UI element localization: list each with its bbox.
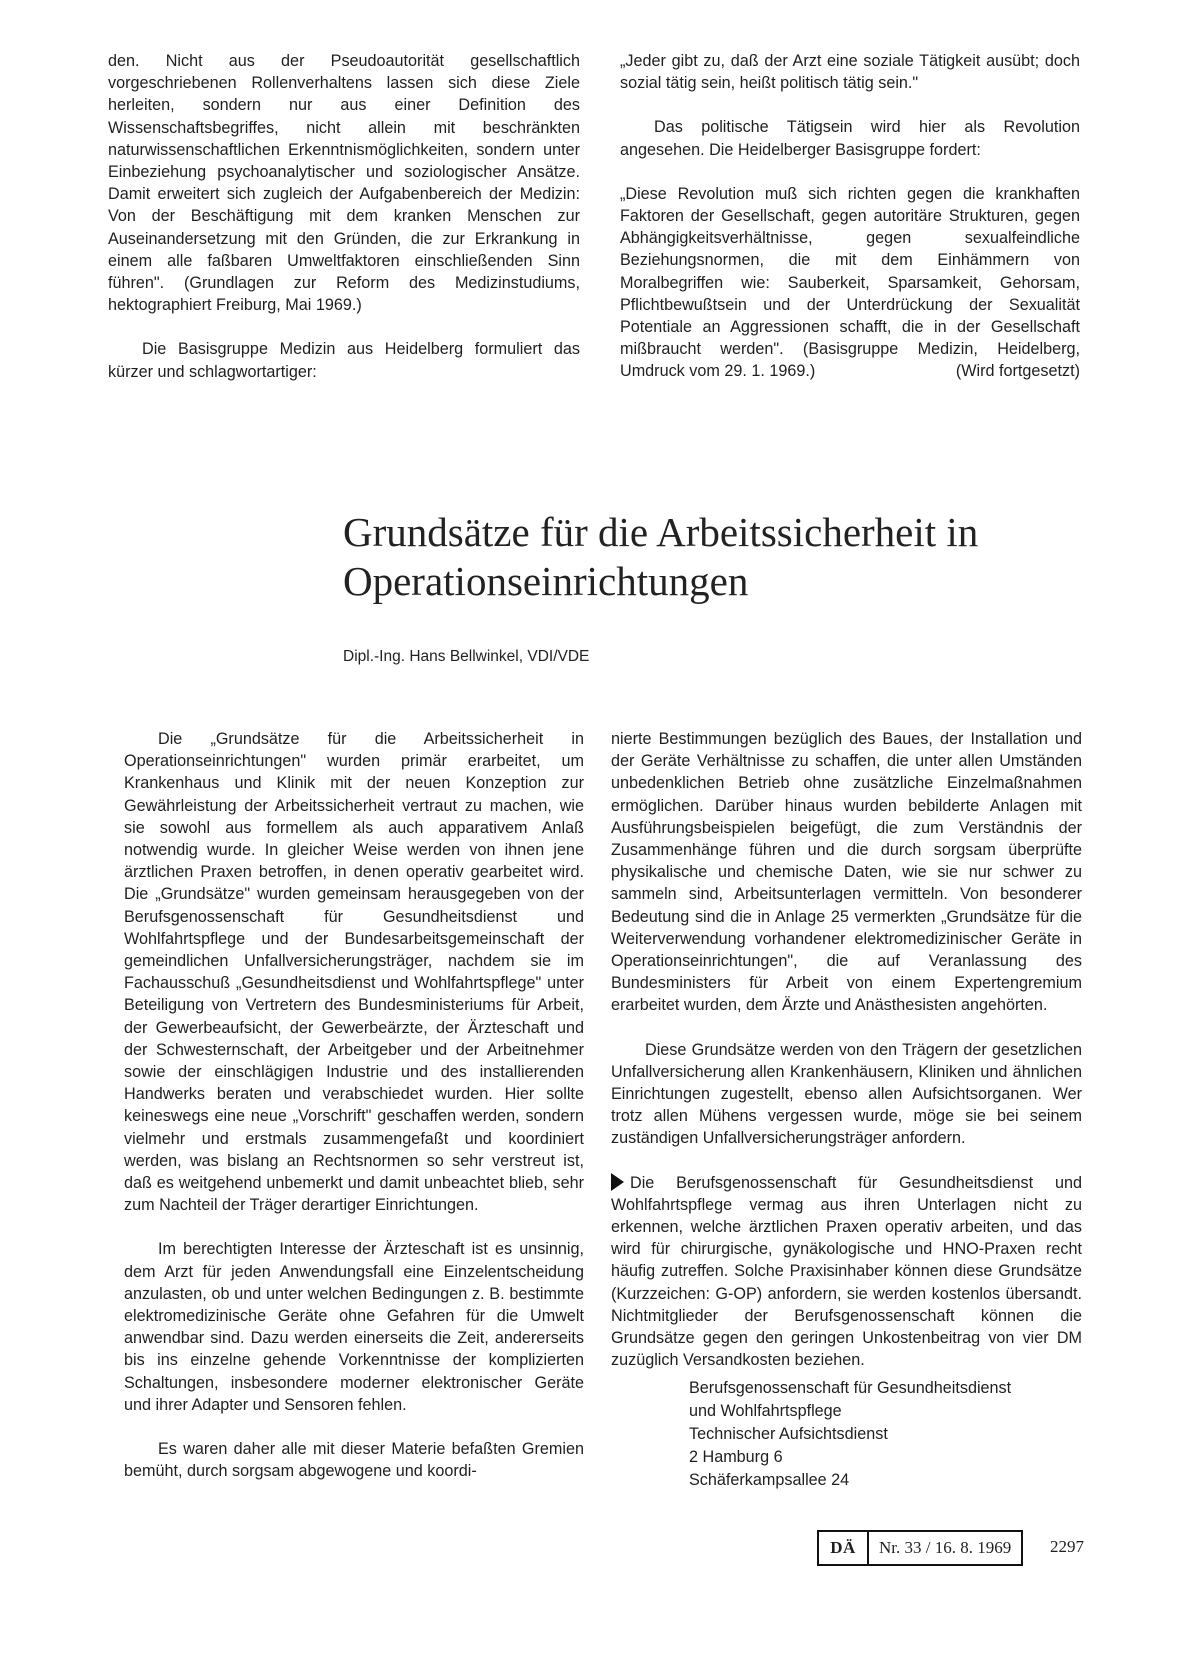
address-line: und Wohlfahrtspflege — [689, 1402, 842, 1421]
paragraph: nierte Bestimmungen bezüglich des Baues, der Installation und der Geräte Verhältnisse zu schaffen, die unter allen Umständen unbedenklichen Betrieb ohne zusätzliche Einzelmaßnahmen ermöglichen. Darüber hinaus wurden bebilderte Anlagen mit Ausführungsbeispielen beigefügt, die zum Verständnis der Zusammenhänge führen und die durch sorgsam überprüfte physikalische und chemische Daten, wie sie nur schwer zu sammeln sind, Arbeitsunterlagen vermitteln. Von besonderer Bedeutung sind die in Anlage 25 vermerkten „Grundsätze für die Weiterverwendung vorhandener elektromedizinischer Geräte in Operationseinrichtungen", die auf Veranlassung des Bundesministers für Arbeit von einem Expertengremium erarbeitet wurden, dem Ärzte und Anästhesisten angehörten. — [611, 730, 1082, 1015]
paragraph: Die Basisgruppe Medizin aus Heidelberg formuliert das kürzer und schlagwortartiger: — [108, 340, 580, 381]
article-title: Grundsätze für die Arbeitssicherheit in Operationseinrichtungen — [343, 509, 979, 604]
notice-paragraph — [611, 1172, 1082, 1372]
body-left-column — [124, 728, 584, 1505]
address-line: Berufsgenossenschaft für Gesundheitsdienst — [689, 1379, 1012, 1398]
address-block — [689, 1377, 1082, 1492]
journal-footer — [817, 1530, 1023, 1566]
top-left-column — [108, 50, 580, 405]
address-line: 2 Hamburg 6 — [689, 1448, 783, 1467]
page-number: 2297 — [1050, 1537, 1084, 1556]
paragraph: Diese Grundsätze werden von den Trägern der gesetzlichen Unfallversicherung allen Krankenhäusern, Kliniken und ähnlichen Einrichtungen zugestellt, ebenso allen Aufsichtsorganen. Wer trotz allen Mühens vergessen wurde, möge sie bei seinem zuständigen Unfallversicherungsträger anfordern. — [611, 1040, 1082, 1148]
body-right-column — [611, 728, 1082, 1492]
paragraph: Es waren daher alle mit dieser Materie befaßten Gremien bemüht, durch sorgsam abgewogene und koordi- — [124, 1440, 584, 1481]
address-line: Technischer Aufsichtsdienst — [689, 1425, 888, 1444]
article-author: Dipl.-Ing. Hans Bellwinkel, VDI/VDE — [343, 648, 590, 665]
paragraph: den. Nicht aus der Pseudoautorität gesellschaftlich vorgeschriebenen Rollenverhaltens lassen sich diese Ziele herleiten, sondern nur aus einer Definition des Wissenschaftsbegriffes, nicht allein mit beschränkten naturwissenschaftlichen Erkenntnismöglichkeiten, sondern unter Einbeziehung psychoanalytischer und soziologischer Ansätze. Damit erweitert sich zugleich der Aufgabenbereich der Medizin: Von der Beschäftigung mit dem kranken Menschen zur Auseinandersetzung mit den Gründen, die zur Erkrankung in einem alle faßbaren Umweltfaktoren einschließenden Sinn führen". (Grundlagen zur Reform des Medizinstudiums, hektographiert Freiburg, Mai 1969.) — [108, 52, 580, 315]
top-right-column — [620, 50, 1080, 405]
address-line: Schäferkampsallee 24 — [689, 1471, 850, 1490]
notice-text: Die Berufsgenossenschaft für Gesundheitsdienst und Wohlfahrtspflege vermag aus ihren Unterlagen nicht zu erkennen, welche ärztlichen Praxen operativ arbeiten, und das wird für chirurgische, gynäkologische und HNO-Praxen recht häufig zutreffen. Solche Praxisinhaber können diese Grundsätze (Kurzzeichen: G-OP) anfordern, sie werden kostenlos übersandt. Nichtmitglieder der Berufsgenossenschaft können die Grundsätze gegen den geringen Unkostenbeitrag von vier DM zuzüglich Versandkosten beziehen. — [611, 1173, 1082, 1370]
arrow-icon — [611, 1173, 624, 1191]
quote — [620, 183, 1080, 383]
paragraph: Das politische Tätigsein wird hier als Revolution angesehen. Die Heidelberger Basisgruppe fordert: — [620, 118, 1080, 159]
issue-label: Nr. 33 / 16. 8. 1969 — [869, 1530, 1023, 1566]
paragraph: Im berechtigten Interesse der Ärzteschaft ist es unsinnig, dem Arzt für jeden Anwendungsfall eine Einzelentscheidung anzulasten, ob und unter welchen Bedingungen z. B. bestimmte elektromedizinische Geräte ohne Gefahren für die Umwelt anwendbar sind. Dazu werden einerseits die Zeit, andererseits bis ins einzelne gehende Vorkenntnisse der komplizierten Schaltungen, insbesondere moderner elektronischer Geräte und ihrer Adapter und Sensoren fehlen. — [124, 1240, 584, 1414]
continued-note: (Wird fortgesetzt) — [955, 362, 1080, 381]
quote-text: „Diese Revolution muß sich richten gegen die krankhaften Faktoren der Gesellschaft, gegen autoritäre Strukturen, gegen Abhängigkeitsverhältnisse, gegen sexualfeindliche Beziehungsnormen, die mit dem Einhämmern von Moralbegriffen wie: Sauberkeit, Sparsamkeit, Gehorsam, Pflichtbewußtsein und der Unterdrückung der Sexualität Potentiale an Aggressionen schafft, die in der Gesellschaft mißbraucht werden". (Basisgruppe Medizin, Heidelberg, Umdruck vom 29. 1. 1969.) — [620, 184, 1080, 381]
journal-logo: DÄ — [817, 1530, 869, 1566]
quote: „Jeder gibt zu, daß der Arzt eine soziale Tätigkeit ausübt; doch sozial tätig sein, heißt politisch tätig sein." — [620, 52, 1080, 93]
paragraph: Die „Grundsätze für die Arbeitssicherheit in Operationseinrichtungen" wurden primär erarbeitet, um Krankenhaus und Klinik mit der neuen Konzeption zur Gewährleistung der Arbeitssicherheit vertraut zu machen, wie sie sowohl aus formellem als auch apparativem Anlaß notwendig wurde. In gleicher Weise werden von ihnen jene ärztlichen Praxen betroffen, in denen operativ gearbeitet wird. Die „Grundsätze" wurden gemeinsam herausgegeben von der Berufsgenossenschaft für Gesundheitsdienst und Wohlfahrtspflege und der Bundesarbeitsgemeinschaft der gemeindlichen Unfallversicherungsträger, nachdem sie im Fachausschuß „Gesundheitsdienst und Wohlfahrtspflege" unter Beteiligung von Vertretern des Bundesministeriums für Arbeit, der Gewerbeaufsicht, der Gewerbeärzte, der Ärzteschaft und der Schwesternschaft, der Arbeitgeber und der Arbeitnehmer sowie der einschlägigen Industrie und des installierenden Handwerks beraten und verabschiedet wurden. Hier sollte keineswegs eine neue „Vorschrift" geschaffen werden, sondern vielmehr und erstmals zusammengefaßt und koordiniert werden, was bislang an Rechtsnormen so sehr verstreut ist, daß es weitgehend unbemerkt und damit unbeachtet blieb, sehr zum Nachteil der Träger derartiger Einrichtungen. — [124, 730, 584, 1215]
